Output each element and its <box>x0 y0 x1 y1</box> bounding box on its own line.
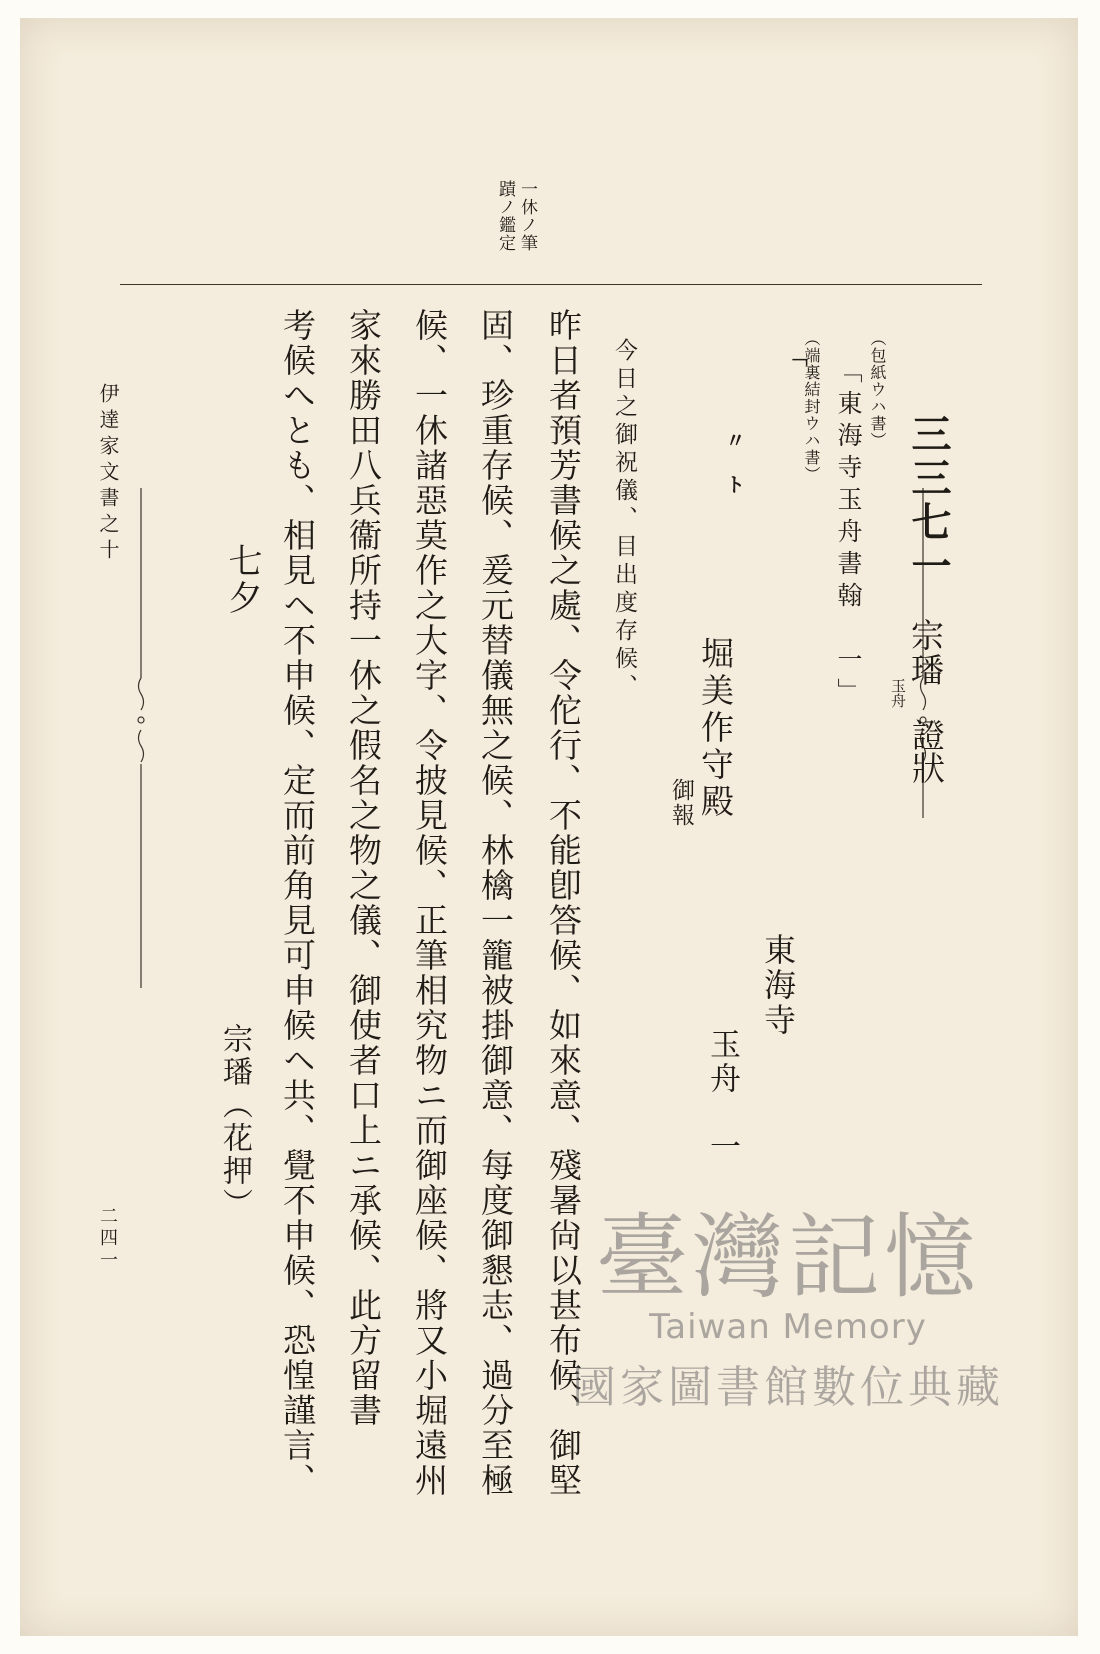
body-line-5: 考候へとも、相見ヘ不申候、定而前角見可申候ヘ共、覺不申候、恐惶謹言、 <box>278 308 317 1498</box>
end-seal-label: （端裏結封ウハ書） <box>802 330 821 483</box>
sender-temple: 東海寺 <box>759 933 797 1038</box>
watermark <box>508 1203 1068 1415</box>
document-title: 證狀 <box>907 718 946 784</box>
end-mark-2: 〃 <box>722 430 746 450</box>
document-author: 宗璠 <box>906 618 945 688</box>
letter-signature: 宗璠（花押） <box>217 1023 252 1221</box>
header-rule <box>120 284 982 285</box>
end-mark-1: 「 <box>784 346 808 366</box>
wrapper-inscription: 「東海寺玉舟書翰 一」 <box>834 358 863 710</box>
body-line-4: 家來勝田八兵衞所持一休之假名之物之儀、御使者口上ニ承候、此方留書 <box>344 308 383 1428</box>
wrapper-label: （包紙ウハ書） <box>868 330 887 449</box>
letter-date: 七夕 <box>222 543 262 617</box>
sender-name: 玉舟 一 <box>704 1028 740 1164</box>
end-mark-3: ト <box>722 474 746 494</box>
ornament-line-left <box>135 488 147 988</box>
margin-side-note <box>495 180 537 270</box>
watermark-english: Taiwan Memory <box>649 1307 927 1347</box>
side-note-line-1: 一休ノ筆 <box>517 180 537 252</box>
body-line-3: 候、一休諸惡莫作之大字、令披見候、正筆相究物ニ而御座候、將又小堀遠州 <box>410 308 449 1498</box>
side-note-line-2: 蹟ノ鑑定 <box>495 180 515 252</box>
addressee: 堀美作守殿 <box>696 636 735 821</box>
document-page <box>20 18 1078 1636</box>
body-line-1: 昨日者預芳書候之處、令佗行、不能卽答候、如來意、殘暑尙以甚布候、御堅 <box>544 308 583 1498</box>
document-number: 三三七一 <box>905 413 952 589</box>
page-number: 二四一 <box>97 1206 118 1272</box>
watermark-subtitle: 國家圖書館數位典藏 <box>572 1362 1004 1413</box>
running-title: 伊達家文書之十 <box>96 383 120 565</box>
author-gloss: 玉舟 <box>889 678 907 708</box>
body-line-2: 固、珍重存候、爰元替儀無之候、林檎一籠被掛御意、每度御懇志、過分至極 <box>476 308 515 1498</box>
watermark-chinese: 臺灣記憶 <box>595 1204 980 1311</box>
preface-line: 今日之御祝儀、目出度存候、 <box>611 338 637 702</box>
addressee-honorific: 御報 <box>668 778 694 828</box>
